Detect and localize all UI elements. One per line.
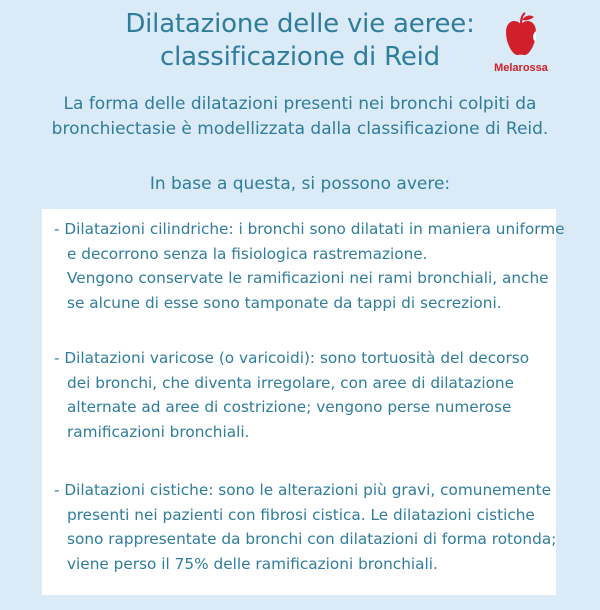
item-line: ramificazioni bronchiali. [67, 422, 250, 441]
item-line: - Dilatazioni varicose (o varicoidi): sono tortuosità del decorso [54, 349, 530, 367]
logo-text: Melarossa [494, 62, 548, 74]
intro-line-2: bronchiectasie è modellizzata dalla classificazione di Reid. [51, 119, 549, 139]
title-line-1: Dilatazione delle vie aeree: [125, 9, 475, 39]
item-line: dei bronchi, che diventa irregolare, con aree di dilatazione [67, 373, 515, 392]
item-line: Vengono conservate le ramificazioni nei rami bronchiali, anche [67, 269, 549, 287]
red-apple-icon [505, 12, 537, 58]
list-item-cystic [54, 478, 557, 576]
item-line: se alcune di esse sono tamponate da tappi di secrezioni. [67, 293, 502, 312]
list-item-varicose [54, 346, 554, 444]
lead-text: In base a questa, si possono avere: [149, 174, 451, 194]
melarossa-logo[interactable] [491, 12, 551, 78]
item-line: sono rappresentate da bronchi con dilatazioni di forma rotonda; [67, 530, 557, 548]
item-line: viene perso il 75% delle ramificazioni bronchiali. [67, 554, 438, 573]
item-line: - Dilatazioni cistiche: sono le alterazioni più gravi, comunemente [54, 481, 551, 499]
content-card [42, 209, 565, 595]
intro-paragraph [20, 92, 580, 142]
item-line: - Dilatazioni cilindriche: i bronchi sono dilatati in maniera uniforme [54, 220, 565, 238]
list-item-cylindrical [54, 217, 565, 315]
item-line: presenti nei pazienti con fibrosi cistica. Le dilatazioni cistiche [67, 505, 535, 524]
title-line-2: classificazione di Reid [160, 42, 440, 72]
intro-line-1: La forma delle dilatazioni presenti nei bronchi colpiti da [63, 94, 537, 114]
item-line: alternate ad aree di costrizione; vengono perse numerose [67, 398, 512, 416]
item-line: e decorrono senza la fisiologica rastremazione. [67, 244, 428, 263]
